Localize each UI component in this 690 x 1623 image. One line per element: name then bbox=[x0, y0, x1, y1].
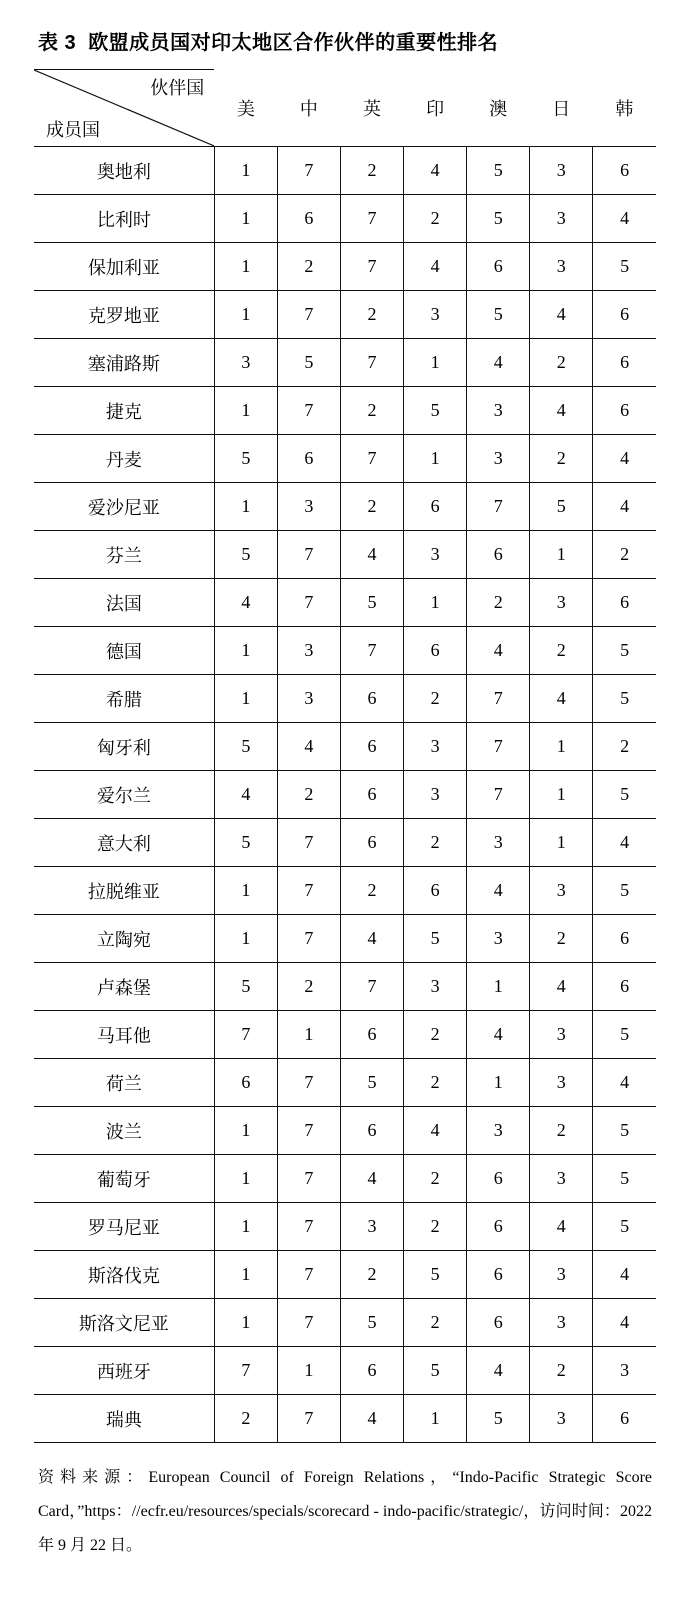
rank-cell: 7 bbox=[340, 339, 403, 387]
rank-cell: 6 bbox=[340, 723, 403, 771]
table-row bbox=[34, 243, 656, 291]
table-row bbox=[34, 291, 656, 339]
column-header-6: 日 bbox=[530, 70, 593, 147]
rank-cell: 7 bbox=[277, 1155, 340, 1203]
rank-cell: 2 bbox=[340, 387, 403, 435]
rank-cell: 2 bbox=[340, 147, 403, 195]
rank-cell: 6 bbox=[214, 1059, 277, 1107]
rank-cell: 7 bbox=[467, 675, 530, 723]
table-row bbox=[34, 1011, 656, 1059]
rank-cell: 1 bbox=[214, 915, 277, 963]
rank-cell: 3 bbox=[467, 915, 530, 963]
table-row bbox=[34, 915, 656, 963]
rank-cell: 4 bbox=[530, 675, 593, 723]
corner-partner-label: 伙伴国 bbox=[150, 78, 205, 98]
rank-cell: 5 bbox=[404, 1251, 467, 1299]
rank-cell: 6 bbox=[340, 1107, 403, 1155]
rank-cell: 1 bbox=[214, 627, 277, 675]
rank-cell: 6 bbox=[593, 1395, 656, 1443]
rank-cell: 4 bbox=[593, 195, 656, 243]
rank-cell: 1 bbox=[214, 1203, 277, 1251]
member-state-cell: 卢森堡 bbox=[34, 963, 214, 1011]
table-row bbox=[34, 819, 656, 867]
rank-cell: 1 bbox=[214, 195, 277, 243]
rank-cell: 3 bbox=[593, 1347, 656, 1395]
rank-cell: 1 bbox=[404, 1395, 467, 1443]
rank-cell: 7 bbox=[277, 867, 340, 915]
rank-cell: 3 bbox=[277, 627, 340, 675]
rank-cell: 1 bbox=[214, 291, 277, 339]
member-state-cell: 捷克 bbox=[34, 387, 214, 435]
rank-cell: 3 bbox=[530, 243, 593, 291]
rank-cell: 1 bbox=[214, 387, 277, 435]
member-state-cell: 波兰 bbox=[34, 1107, 214, 1155]
rank-cell: 1 bbox=[214, 867, 277, 915]
member-state-cell: 立陶宛 bbox=[34, 915, 214, 963]
rank-cell: 5 bbox=[404, 915, 467, 963]
column-header-3: 英 bbox=[340, 70, 403, 147]
rank-cell: 5 bbox=[340, 1299, 403, 1347]
rank-cell: 6 bbox=[593, 387, 656, 435]
table-row bbox=[34, 435, 656, 483]
rank-cell: 4 bbox=[467, 339, 530, 387]
ranking-table bbox=[34, 69, 656, 1443]
rank-cell: 2 bbox=[530, 1347, 593, 1395]
rank-cell: 7 bbox=[277, 147, 340, 195]
member-state-cell: 葡萄牙 bbox=[34, 1155, 214, 1203]
rank-cell: 6 bbox=[340, 675, 403, 723]
column-header-1: 美 bbox=[214, 70, 277, 147]
rank-cell: 4 bbox=[214, 771, 277, 819]
rank-cell: 3 bbox=[530, 867, 593, 915]
rank-cell: 5 bbox=[593, 1011, 656, 1059]
rank-cell: 7 bbox=[277, 1251, 340, 1299]
rank-cell: 1 bbox=[214, 1299, 277, 1347]
rank-cell: 5 bbox=[467, 291, 530, 339]
rank-cell: 4 bbox=[530, 387, 593, 435]
column-header-4: 印 bbox=[404, 70, 467, 147]
rank-cell: 2 bbox=[467, 579, 530, 627]
rank-cell: 4 bbox=[530, 963, 593, 1011]
member-state-cell: 爱尔兰 bbox=[34, 771, 214, 819]
rank-cell: 4 bbox=[467, 1011, 530, 1059]
rank-cell: 4 bbox=[467, 1347, 530, 1395]
table-number: 表 3 bbox=[38, 32, 77, 54]
rank-cell: 2 bbox=[530, 339, 593, 387]
rank-cell: 5 bbox=[467, 1395, 530, 1443]
member-state-cell: 克罗地亚 bbox=[34, 291, 214, 339]
rank-cell: 6 bbox=[467, 1155, 530, 1203]
rank-cell: 2 bbox=[277, 243, 340, 291]
rank-cell: 3 bbox=[530, 147, 593, 195]
member-state-cell: 斯洛文尼亚 bbox=[34, 1299, 214, 1347]
rank-cell: 6 bbox=[277, 195, 340, 243]
rank-cell: 6 bbox=[340, 1347, 403, 1395]
rank-cell: 6 bbox=[404, 483, 467, 531]
rank-cell: 7 bbox=[214, 1347, 277, 1395]
member-state-cell: 保加利亚 bbox=[34, 243, 214, 291]
rank-cell: 5 bbox=[214, 531, 277, 579]
rank-cell: 6 bbox=[404, 627, 467, 675]
rank-cell: 2 bbox=[530, 627, 593, 675]
rank-cell: 2 bbox=[404, 675, 467, 723]
rank-cell: 2 bbox=[530, 1107, 593, 1155]
rank-cell: 5 bbox=[593, 867, 656, 915]
member-state-cell: 丹麦 bbox=[34, 435, 214, 483]
rank-cell: 4 bbox=[593, 435, 656, 483]
rank-cell: 7 bbox=[340, 435, 403, 483]
rank-cell: 6 bbox=[467, 1203, 530, 1251]
table-row bbox=[34, 1347, 656, 1395]
rank-cell: 7 bbox=[340, 195, 403, 243]
rank-cell: 4 bbox=[340, 1395, 403, 1443]
rank-cell: 5 bbox=[277, 339, 340, 387]
rank-cell: 7 bbox=[277, 1203, 340, 1251]
rank-cell: 2 bbox=[404, 195, 467, 243]
table-row bbox=[34, 579, 656, 627]
rank-cell: 1 bbox=[214, 243, 277, 291]
rank-cell: 7 bbox=[467, 723, 530, 771]
rank-cell: 4 bbox=[593, 1299, 656, 1347]
rank-cell: 2 bbox=[404, 1059, 467, 1107]
rank-cell: 4 bbox=[467, 627, 530, 675]
rank-cell: 7 bbox=[277, 1059, 340, 1107]
rank-cell: 1 bbox=[530, 723, 593, 771]
rank-cell: 7 bbox=[467, 771, 530, 819]
rank-cell: 7 bbox=[340, 963, 403, 1011]
table-row bbox=[34, 1203, 656, 1251]
member-state-cell: 罗马尼亚 bbox=[34, 1203, 214, 1251]
rank-cell: 5 bbox=[214, 435, 277, 483]
member-state-cell: 斯洛伐克 bbox=[34, 1251, 214, 1299]
rank-cell: 3 bbox=[277, 483, 340, 531]
rank-cell: 5 bbox=[214, 819, 277, 867]
member-state-cell: 希腊 bbox=[34, 675, 214, 723]
rank-cell: 1 bbox=[404, 579, 467, 627]
rank-cell: 1 bbox=[404, 339, 467, 387]
rank-cell: 7 bbox=[277, 387, 340, 435]
table-row bbox=[34, 531, 656, 579]
rank-cell: 5 bbox=[593, 771, 656, 819]
column-header-2: 中 bbox=[277, 70, 340, 147]
rank-cell: 3 bbox=[530, 195, 593, 243]
rank-cell: 7 bbox=[277, 1107, 340, 1155]
rank-cell: 4 bbox=[593, 1251, 656, 1299]
rank-cell: 1 bbox=[467, 963, 530, 1011]
rank-cell: 4 bbox=[404, 1107, 467, 1155]
rank-cell: 4 bbox=[340, 915, 403, 963]
rank-cell: 3 bbox=[340, 1203, 403, 1251]
rank-cell: 5 bbox=[593, 1203, 656, 1251]
rank-cell: 6 bbox=[593, 915, 656, 963]
table-row bbox=[34, 771, 656, 819]
rank-cell: 6 bbox=[467, 243, 530, 291]
rank-cell: 3 bbox=[530, 1155, 593, 1203]
table-title-text: 欧盟成员国对印太地区合作伙伴的重要性排名 bbox=[88, 32, 499, 54]
rank-cell: 5 bbox=[593, 675, 656, 723]
table-row bbox=[34, 1155, 656, 1203]
rank-cell: 7 bbox=[214, 1011, 277, 1059]
rank-cell: 1 bbox=[530, 531, 593, 579]
rank-cell: 1 bbox=[214, 147, 277, 195]
source-line-2: Strategic Score Card，”https：//ecfr.eu/resources/specials/scorecard - bbox=[38, 1469, 652, 1520]
rank-cell: 2 bbox=[404, 1155, 467, 1203]
rank-cell: 2 bbox=[277, 771, 340, 819]
member-state-cell: 拉脱维亚 bbox=[34, 867, 214, 915]
rank-cell: 6 bbox=[467, 531, 530, 579]
rank-cell: 4 bbox=[467, 867, 530, 915]
rank-cell: 3 bbox=[404, 531, 467, 579]
rank-cell: 7 bbox=[467, 483, 530, 531]
table-corner-cell bbox=[34, 70, 214, 147]
member-state-cell: 西班牙 bbox=[34, 1347, 214, 1395]
member-state-cell: 比利时 bbox=[34, 195, 214, 243]
rank-cell: 2 bbox=[340, 1251, 403, 1299]
rank-cell: 6 bbox=[593, 339, 656, 387]
table-row bbox=[34, 1299, 656, 1347]
member-state-cell: 荷兰 bbox=[34, 1059, 214, 1107]
rank-cell: 5 bbox=[593, 627, 656, 675]
rank-cell: 5 bbox=[593, 1155, 656, 1203]
rank-cell: 7 bbox=[277, 291, 340, 339]
table-row bbox=[34, 723, 656, 771]
rank-cell: 1 bbox=[214, 675, 277, 723]
column-header-7: 韩 bbox=[593, 70, 656, 147]
rank-cell: 2 bbox=[593, 531, 656, 579]
rank-cell: 1 bbox=[530, 771, 593, 819]
rank-cell: 4 bbox=[593, 1059, 656, 1107]
rank-cell: 2 bbox=[404, 819, 467, 867]
rank-cell: 7 bbox=[277, 1395, 340, 1443]
table-row bbox=[34, 1395, 656, 1443]
rank-cell: 7 bbox=[277, 1299, 340, 1347]
rank-cell: 2 bbox=[530, 435, 593, 483]
rank-cell: 3 bbox=[467, 435, 530, 483]
rank-cell: 5 bbox=[593, 243, 656, 291]
rank-cell: 2 bbox=[340, 867, 403, 915]
rank-cell: 7 bbox=[277, 531, 340, 579]
rank-cell: 1 bbox=[277, 1347, 340, 1395]
corner-member-label: 成员国 bbox=[46, 120, 100, 140]
rank-cell: 3 bbox=[214, 339, 277, 387]
rank-cell: 3 bbox=[530, 1251, 593, 1299]
rank-cell: 5 bbox=[404, 1347, 467, 1395]
rank-cell: 2 bbox=[593, 723, 656, 771]
table-row bbox=[34, 483, 656, 531]
rank-cell: 6 bbox=[277, 435, 340, 483]
member-state-cell: 塞浦路斯 bbox=[34, 339, 214, 387]
rank-cell: 1 bbox=[214, 1107, 277, 1155]
rank-cell: 6 bbox=[340, 819, 403, 867]
rank-cell: 1 bbox=[530, 819, 593, 867]
rank-cell: 3 bbox=[467, 1107, 530, 1155]
rank-cell: 2 bbox=[404, 1203, 467, 1251]
rank-cell: 3 bbox=[404, 963, 467, 1011]
rank-cell: 5 bbox=[214, 963, 277, 1011]
source-note bbox=[34, 1461, 656, 1563]
table-row bbox=[34, 195, 656, 243]
table-row bbox=[34, 1107, 656, 1155]
rank-cell: 7 bbox=[340, 627, 403, 675]
rank-cell: 3 bbox=[404, 771, 467, 819]
member-state-cell: 德国 bbox=[34, 627, 214, 675]
rank-cell: 3 bbox=[404, 291, 467, 339]
member-state-cell: 爱沙尼亚 bbox=[34, 483, 214, 531]
rank-cell: 1 bbox=[404, 435, 467, 483]
rank-cell: 2 bbox=[404, 1299, 467, 1347]
rank-cell: 7 bbox=[277, 579, 340, 627]
rank-cell: 5 bbox=[340, 579, 403, 627]
rank-cell: 2 bbox=[277, 963, 340, 1011]
table-row bbox=[34, 339, 656, 387]
rank-cell: 3 bbox=[404, 723, 467, 771]
table-header-row bbox=[34, 70, 656, 147]
rank-cell: 6 bbox=[467, 1251, 530, 1299]
member-state-cell: 奥地利 bbox=[34, 147, 214, 195]
table-row bbox=[34, 1251, 656, 1299]
rank-cell: 6 bbox=[593, 147, 656, 195]
table-row bbox=[34, 1059, 656, 1107]
table-row bbox=[34, 963, 656, 1011]
member-state-cell: 芬兰 bbox=[34, 531, 214, 579]
rank-cell: 6 bbox=[340, 771, 403, 819]
rank-cell: 3 bbox=[530, 1059, 593, 1107]
rank-cell: 1 bbox=[214, 1251, 277, 1299]
rank-cell: 3 bbox=[277, 675, 340, 723]
rank-cell: 1 bbox=[214, 483, 277, 531]
rank-cell: 4 bbox=[340, 531, 403, 579]
rank-cell: 3 bbox=[530, 579, 593, 627]
column-header-5: 澳 bbox=[467, 70, 530, 147]
rank-cell: 2 bbox=[404, 1011, 467, 1059]
table-row bbox=[34, 675, 656, 723]
rank-cell: 6 bbox=[593, 963, 656, 1011]
rank-cell: 5 bbox=[214, 723, 277, 771]
rank-cell: 2 bbox=[340, 483, 403, 531]
rank-cell: 3 bbox=[530, 1395, 593, 1443]
rank-cell: 6 bbox=[404, 867, 467, 915]
rank-cell: 4 bbox=[593, 483, 656, 531]
rank-cell: 4 bbox=[404, 147, 467, 195]
rank-cell: 5 bbox=[467, 147, 530, 195]
member-state-cell: 匈牙利 bbox=[34, 723, 214, 771]
member-state-cell: 马耳他 bbox=[34, 1011, 214, 1059]
rank-cell: 7 bbox=[340, 243, 403, 291]
rank-cell: 4 bbox=[530, 291, 593, 339]
rank-cell: 2 bbox=[340, 291, 403, 339]
rank-cell: 6 bbox=[593, 291, 656, 339]
rank-cell: 3 bbox=[467, 387, 530, 435]
rank-cell: 7 bbox=[277, 819, 340, 867]
rank-cell: 6 bbox=[593, 579, 656, 627]
rank-cell: 3 bbox=[530, 1299, 593, 1347]
table-row bbox=[34, 147, 656, 195]
rank-cell: 5 bbox=[467, 195, 530, 243]
rank-cell: 4 bbox=[593, 819, 656, 867]
member-state-cell: 瑞典 bbox=[34, 1395, 214, 1443]
rank-cell: 6 bbox=[340, 1011, 403, 1059]
rank-cell: 2 bbox=[214, 1395, 277, 1443]
rank-cell: 2 bbox=[530, 915, 593, 963]
page-title bbox=[38, 26, 656, 55]
rank-cell: 1 bbox=[214, 1155, 277, 1203]
table-row bbox=[34, 867, 656, 915]
member-state-cell: 法国 bbox=[34, 579, 214, 627]
rank-cell: 3 bbox=[530, 1011, 593, 1059]
table-row bbox=[34, 627, 656, 675]
rank-cell: 4 bbox=[404, 243, 467, 291]
member-state-cell: 意大利 bbox=[34, 819, 214, 867]
rank-cell: 3 bbox=[467, 819, 530, 867]
rank-cell: 5 bbox=[593, 1107, 656, 1155]
rank-cell: 1 bbox=[277, 1011, 340, 1059]
rank-cell: 1 bbox=[467, 1059, 530, 1107]
rank-cell: 4 bbox=[340, 1155, 403, 1203]
rank-cell: 4 bbox=[530, 1203, 593, 1251]
rank-cell: 4 bbox=[214, 579, 277, 627]
rank-cell: 5 bbox=[530, 483, 593, 531]
rank-cell: 5 bbox=[340, 1059, 403, 1107]
rank-cell: 5 bbox=[404, 387, 467, 435]
source-line-1: 资料来源：European Council of Foreign Relations，“Indo-Pacific bbox=[38, 1469, 539, 1486]
rank-cell: 4 bbox=[277, 723, 340, 771]
rank-cell: 6 bbox=[467, 1299, 530, 1347]
table-row bbox=[34, 387, 656, 435]
rank-cell: 7 bbox=[277, 915, 340, 963]
source-line-3: indo-pacific/strategic/，访问时间：2022 年 9 月 22 日。 bbox=[38, 1503, 653, 1554]
